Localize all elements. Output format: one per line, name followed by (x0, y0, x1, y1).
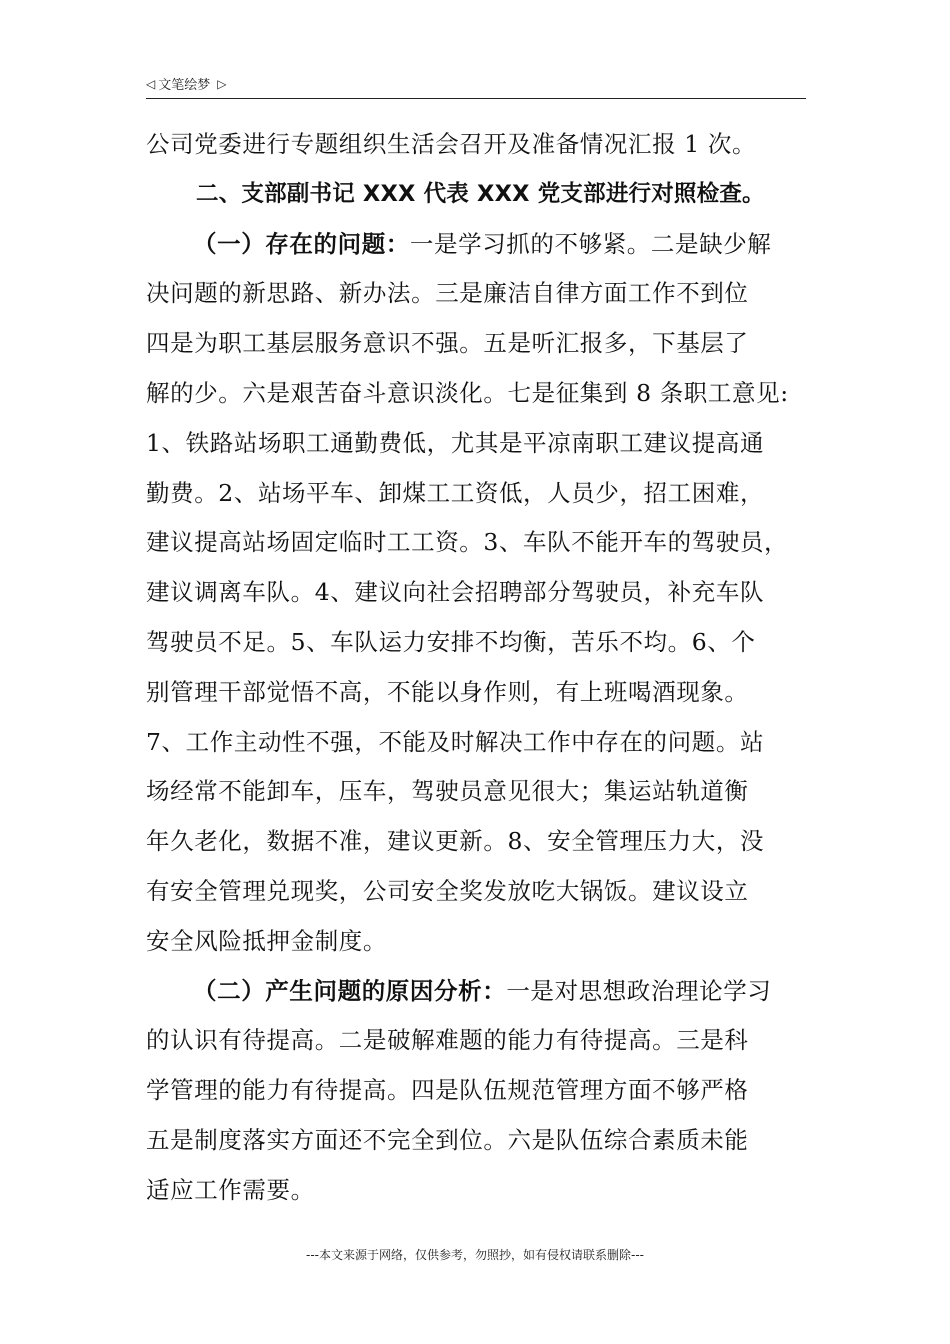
paragraph-line: 学管理的能力有待提高。四是队伍规范管理方面不够严格 (146, 1076, 749, 1105)
paragraph-line (146, 220, 810, 270)
triangle-left-icon: ◁ (146, 76, 156, 91)
paragraph-line: 五是制度落实方面还不完全到位。六是队伍综合素质未能 (146, 1125, 749, 1154)
paragraph-line: 适应工作需要。 (146, 1175, 315, 1204)
page-footer: ---本文来源于网络，仅供参考，勿照抄，如有侵权请联系删除--- (306, 1248, 644, 1262)
paragraph-line: 建议提高站场固定临时工工资。3、车队不能开车的驾驶员， (146, 528, 789, 557)
header-brand (146, 74, 226, 93)
paragraph-line: 驾驶员不足。5、车队运力安排不均衡，苦乐不均。6、个 (146, 627, 756, 656)
paragraph-line: 建议调离车队。4、建议向社会招聘部分驾驶员，补充车队 (146, 578, 765, 607)
triangle-right-icon: ▷ (217, 76, 227, 91)
subsection-label: （一）存在的问题： (193, 229, 410, 258)
paragraph-line: 1、铁路站场职工通勤费低，尤其是平凉南职工建议提高通 (146, 428, 765, 457)
paragraph-line: 别管理干部觉悟不高，不能以身作则，有上班喝酒现象。 (146, 677, 749, 706)
brand-text: 文笔绘梦 (158, 78, 211, 93)
paragraph-text: 一是对思想政治理论学习 (506, 976, 772, 1005)
paragraph-line: 7、工作主动性不强，不能及时解决工作中存在的问题。站 (146, 727, 765, 756)
paragraph-line: 的认识有待提高。二是破解难题的能力有待提高。三是科 (146, 1026, 749, 1055)
document-body (146, 120, 810, 1216)
paragraph-line: 勤费。2、站场平车、卸煤工工资低，人员少，招工困难， (146, 478, 765, 507)
section-heading: 二、支部副书记 XXX 代表 XXX 党支部进行对照检查。 (196, 180, 765, 207)
paragraph-line: 安全风险抵押金制度。 (146, 926, 387, 955)
paragraph-line: 有安全管理兑现奖，公司安全奖发放吃大锅饭。建议设立 (146, 876, 749, 905)
paragraph-line: 公司党委进行专题组织生活会召开及准备情况汇报 1 次。 (146, 130, 757, 158)
page-header (146, 72, 806, 99)
paragraph-line: 年久老化，数据不准，建议更新。8、安全管理压力大，没 (146, 827, 765, 856)
paragraph-line: 决问题的新思路、新办法。三是廉洁自律方面工作不到位 (146, 279, 749, 308)
paragraph-line (146, 967, 810, 1017)
paragraph-line: 场经常不能卸车，压车，驾驶员意见很大；集运站轨道衡 (146, 777, 749, 806)
subsection-label: （二）产生问题的原因分析： (193, 976, 507, 1005)
paragraph-line: 四是为职工基层服务意识不强。五是听汇报多，下基层了 (146, 329, 749, 358)
paragraph-text: 一是学习抓的不够紧。二是缺少解 (409, 229, 772, 258)
paragraph-line: 解的少。六是艰苦奋斗意识淡化。七是征集到 8 条职工意见: (146, 378, 789, 407)
